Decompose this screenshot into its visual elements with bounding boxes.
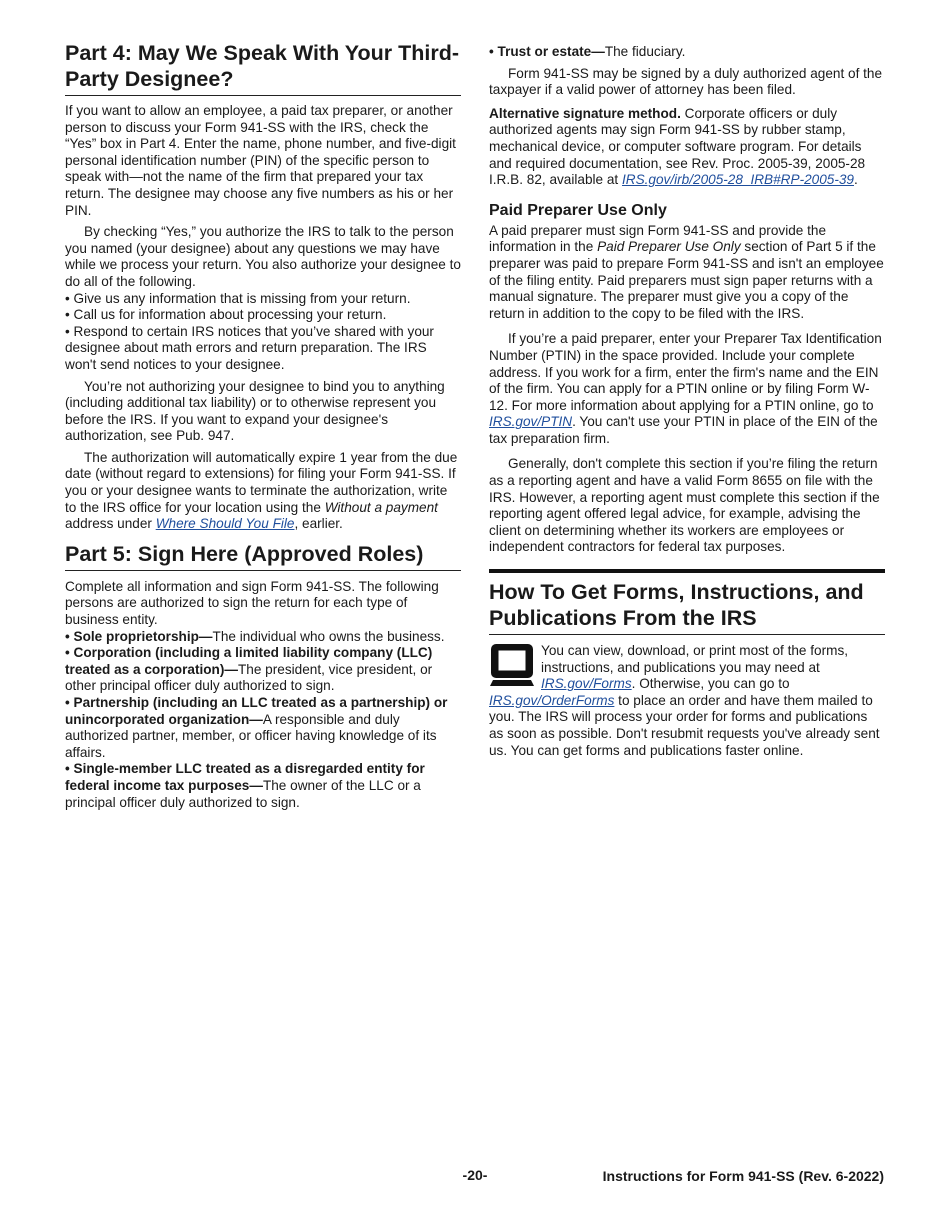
ptin-link[interactable]: IRS.gov/PTIN — [489, 414, 573, 430]
page-number: -20- — [462, 1167, 488, 1183]
preparer-p2-end: . You can't use your PTIN in place of the EIN of the tax preparation firm. — [489, 414, 878, 446]
left-column — [65, 40, 461, 811]
authorized-agent-paragraph: Form 941-SS may be signed by a duly authorized agent of the taxpayer if a valid power of attorney has been filed. — [489, 65, 883, 98]
part4-bullet-1: • Give us any information that is missing from your return. — [65, 290, 411, 306]
part4-p4-mid: address under — [65, 516, 156, 532]
part4-paragraph-1: If you want to allow an employee, a paid tax preparer, or another person to discuss your Form 941-SS with the IRS, check the “Yes” box in Part 4. Enter the name, phone number, and five-digit personal identification number (PIN) of the specific person to speak with—not the name of the firm that prepared your tax return. The designee may choose any five numbers as his or her PIN. — [65, 103, 456, 218]
part5-heading: Part 5: Sign Here (Approved Roles) — [65, 541, 461, 571]
part5-intro: Complete all information and sign Form 941-SS. The following persons are authorized to sign the return for each type of business entity. — [65, 578, 439, 628]
role-5-bold: • Trust or estate— — [489, 44, 605, 59]
preparer-paragraph-2 — [489, 331, 885, 447]
right-column — [489, 44, 885, 759]
role-sole-proprietorship — [65, 629, 461, 646]
role-1-text: The individual who owns the business. — [212, 628, 445, 644]
part4-bullet-2: • Call us for information about processing your return. — [65, 307, 387, 323]
role-3-bold: • Partnership (including an LLC treated as a partnership) or unincorporated organization— — [65, 695, 448, 727]
part4-p4-end: , earlier. — [294, 516, 343, 532]
role-2-bold: • Corporation (including a limited liability company (LLC) treated as a corporation)— — [65, 645, 433, 677]
preparer-paragraph-1 — [489, 223, 885, 323]
role-5-text: The fiduciary. — [604, 44, 686, 59]
computer-icon — [489, 643, 535, 687]
order-forms-link[interactable]: IRS.gov/OrderForms — [489, 692, 615, 708]
forms-heading: How To Get Forms, Instructions, and Publications From the IRS — [489, 569, 885, 635]
part4-paragraph-2: By checking “Yes,” you authorize the IRS to talk to the person you named (your designee) about any questions we may have while we process your return. You also authorize your designee to do all of the following. — [65, 224, 461, 289]
footer-title: Instructions for Form 941-SS (Rev. 6-2022) — [602, 1168, 884, 1184]
rev-proc-link[interactable]: IRS.gov/irb/2005-28_IRB#RP-2005-39 — [622, 172, 854, 188]
role-3-text: A responsible and duly authorized partner, member, or officer having knowledge of its affairs. — [65, 711, 437, 760]
preparer-p2-start: If you’re a paid preparer, enter your Preparer Tax Identification Number (PTIN) in the space provided. Include your complete address. If you work for a firm, enter the firm's name and the EIN of the firm. You can apply for a PTIN online or by filing Form W-12. For more information about applying for a PTIN online, go to — [489, 331, 882, 413]
irs-forms-link[interactable]: IRS.gov/Forms — [541, 676, 632, 692]
part4-heading: Part 4: May We Speak With Your Third-Party Designee? — [65, 40, 461, 96]
alt-signature-bold: Alternative signature method. — [489, 105, 681, 121]
forms-paragraph — [489, 643, 885, 759]
role-single-member-llc — [65, 761, 461, 811]
role-2-text: The president, vice president, or other principal officer duly authorized to sign. — [65, 661, 433, 694]
role-4-text: The owner of the LLC or a principal officer duly authorized to sign. — [65, 777, 421, 810]
forms-p-start: You can view, download, or print most of the forms, instructions, and publications you may need at — [541, 643, 849, 675]
preparer-p1-italic: Paid Preparer Use Only — [597, 239, 741, 255]
preparer-p1-start: A paid preparer must sign Form 941-SS and provide the information in the — [489, 222, 827, 255]
alt-signature-text: Corporate officers or duly authorized agents may sign Form 941-SS by rubber stamp, mechanical device, or computer software program. For details and required documentation, see Rev. Proc. 2005-39, 2005-28 I.R.B. 82, available at — [489, 105, 866, 188]
role-trust-or-estate — [489, 44, 885, 61]
part4-p4-italic: Without a payment — [324, 499, 438, 515]
forms-p-mid: . Otherwise, you can go to — [631, 676, 790, 692]
forms-block — [489, 643, 885, 759]
where-should-you-file-link[interactable]: Where Should You File — [155, 516, 295, 532]
part4-paragraph-4 — [65, 450, 461, 533]
role-1-bold: • Sole proprietorship— — [65, 628, 213, 644]
alternative-signature-paragraph — [489, 106, 885, 189]
paid-preparer-heading: Paid Preparer Use Only — [489, 201, 667, 219]
part4-p4-start: The authorization will automatically expire 1 year from the due date (without regard to extensions) for filing your Form 941-SS. If you or your designee wants to terminate the authorization, write to the IRS office for your location using the — [65, 449, 458, 515]
role-partnership — [65, 695, 461, 761]
alt-signature-end: . — [853, 172, 858, 188]
forms-p-end: to place an order and have them mailed to you. The IRS will process your order for forms and publications as soon as possible. Don't resubmit requests you've already sent us. You can get forms and publications faster online. — [489, 692, 880, 758]
role-4-bold: • Single-member LLC treated as a disregarded entity for federal income tax purposes— — [65, 761, 425, 793]
role-corporation — [65, 645, 461, 695]
preparer-p1-end: section of Part 5 if the preparer was paid to prepare Form 941-SS and isn't an employee of the filing entity. Paid preparers must sign paper returns with a manual signature. The preparer must give you a copy of the return in addition to the copy to be filed with the IRS. — [489, 239, 884, 321]
preparer-paragraph-3: Generally, don't complete this section if you’re filing the return as a reporting agent and have a valid Form 8655 on file with the IRS. However, a reporting agent must complete this section if the reporting agent offered legal advice, for example, advising the client on determining whether its workers are employees or independent contractors for federal tax purposes. — [489, 456, 880, 555]
part4-paragraph-3: You’re not authorizing your designee to bind you to anything (including additional tax liability) or to otherwise represent you before the IRS. If you want to expand your designee's authorization, see Pub. 947. — [65, 378, 445, 444]
part4-bullet-3: • Respond to certain IRS notices that you’ve shared with your designee about math errors and return preparation. The IRS won't send notices to your designee. — [65, 323, 434, 372]
